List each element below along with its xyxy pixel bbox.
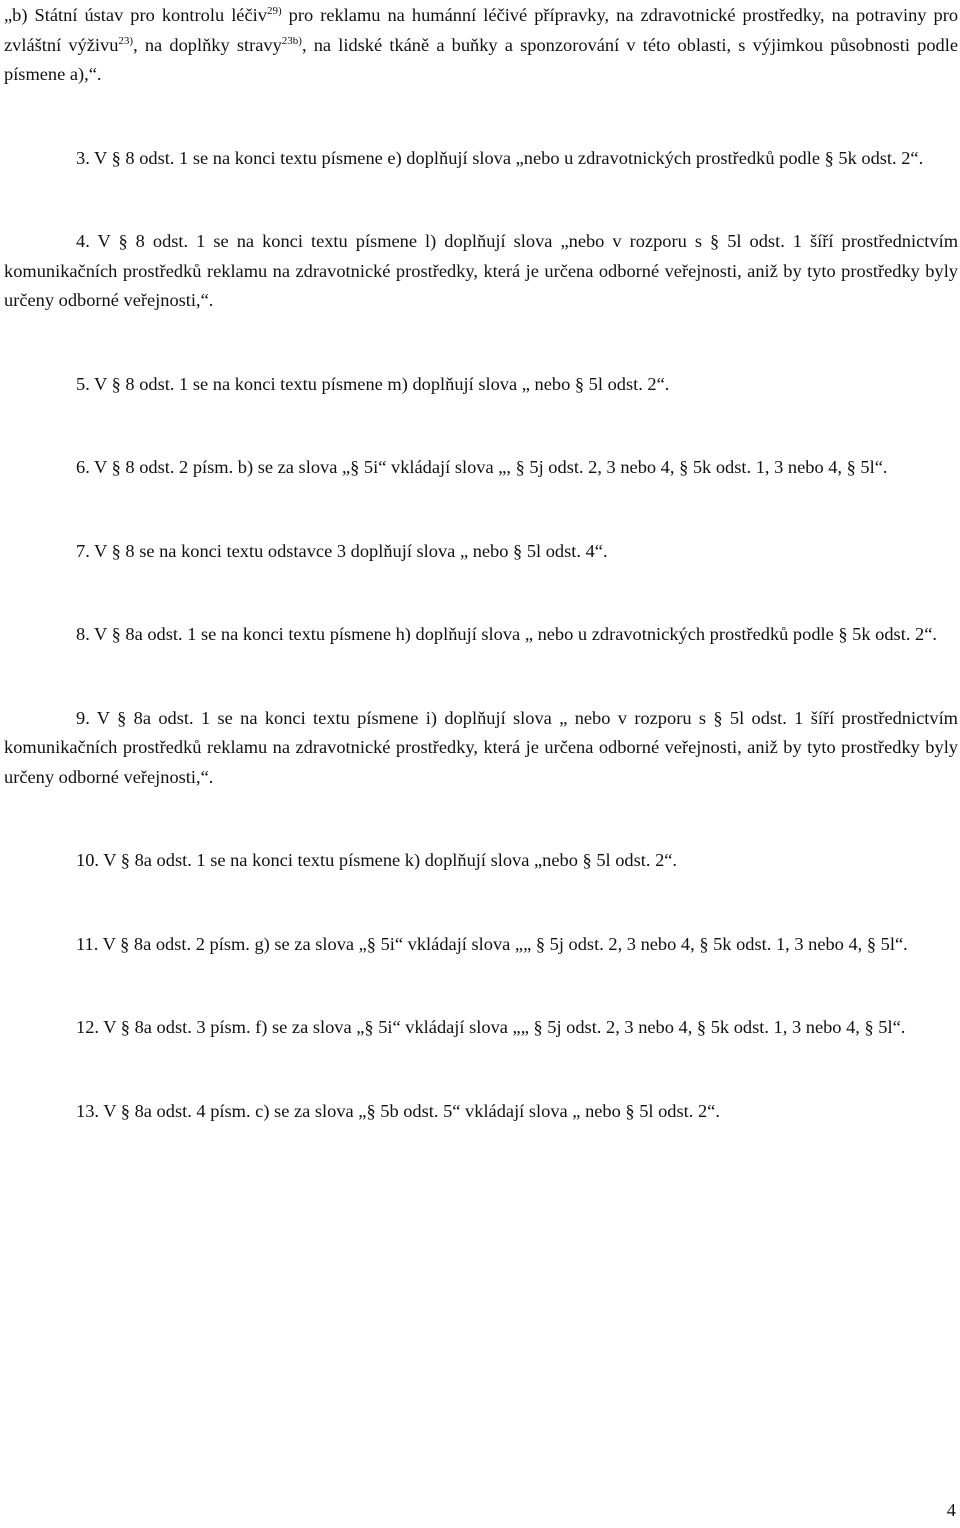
amendment-point-5: 5. V § 8 odst. 1 se na konci textu písmene m) doplňují slova „ nebo § 5l odst. 2“. <box>76 373 670 394</box>
intro-paragraph <box>4 1 958 90</box>
amendment-point-6: 6. V § 8 odst. 2 písm. b) se za slova „§ 5i“ vkládají slova „, § 5j odst. 2, 3 nebo 4, § 5k odst. 1, 3 nebo 4, § 5l“. <box>76 457 888 477</box>
amendment-point-12: 12. V § 8a odst. 3 písm. f) se za slova „§ 5i“ vkládají slova „„ § 5j odst. 2, 3 nebo 4, § 5k odst. 1, 3 nebo 4, § 5l“. <box>76 1017 906 1037</box>
page-number: 4 <box>946 1500 956 1520</box>
amendment-point-13: 13. V § 8a odst. 4 písm. c) se za slova „§ 5b odst. 5“ vkládají slova „ nebo § 5l odst. 2“. <box>76 1100 720 1121</box>
intro-text-1: „b) Státní ústav pro kontrolu léčiv <box>4 5 267 25</box>
amendment-point-10: 10. V § 8a odst. 1 se na konci textu písmene k) doplňují slova „nebo § 5l odst. 2“. <box>76 850 678 870</box>
intro-text-2: pro reklamu na humánní léčivé přípravky, na zdravotnické prostředky, na potraviny pro zvláštní výživu <box>4 5 959 55</box>
amendment-point-11: 11. V § 8a odst. 2 písm. g) se za slova „§ 5i“ vkládají slova „„ § 5j odst. 2, 3 nebo 4, § 5k odst. 1, 3 nebo 4, § 5l“. <box>76 933 908 954</box>
footnote-ref-23: 23) <box>118 34 134 47</box>
document-page <box>4 1 958 1126</box>
amendment-point-3: 3. V § 8 odst. 1 se na konci textu písmene e) doplňují slova „nebo u zdravotnických prostředků podle § 5k odst. 2“. <box>76 147 924 168</box>
amendment-point-4: 4. V § 8 odst. 1 se na konci textu písmene l) doplňují slova „nebo v rozporu s § 5l odst. 1 šíří prostřednictvím komunikačních prostředků reklamu na zdravotnické prostředky, která je určena odborné veřejnosti, aniž by tyto prostředky byly určeny odborné veřejnosti,“. <box>4 231 958 310</box>
footnote-ref-23b: 23b) <box>281 34 302 47</box>
amendment-point-9: 9. V § 8a odst. 1 se na konci textu písmene i) doplňují slova „ nebo v rozporu s § 5l odst. 1 šíří prostřednictvím komunikačních prostředků reklamu na zdravotnické prostředky, která je určena odborné veřejnosti, aniž by tyto prostředky byly určeny odborné veřejnosti,“. <box>4 707 958 787</box>
amendment-point-8: 8. V § 8a odst. 1 se na konci textu písmene h) doplňují slova „ nebo u zdravotnických prostředků podle § 5k odst. 2“. <box>76 624 937 644</box>
amendment-point-7: 7. V § 8 se na konci textu odstavce 3 doplňují slova „ nebo § 5l odst. 4“. <box>76 540 608 561</box>
intro-text-3: , na doplňky stravy <box>133 34 282 55</box>
footnote-ref-29: 29) <box>266 5 282 17</box>
intro-text-4: , na lidské tkáně a buňky a sponzorování v této oblasti, s výjimkou působnosti podle písmene a),“. <box>4 34 958 84</box>
